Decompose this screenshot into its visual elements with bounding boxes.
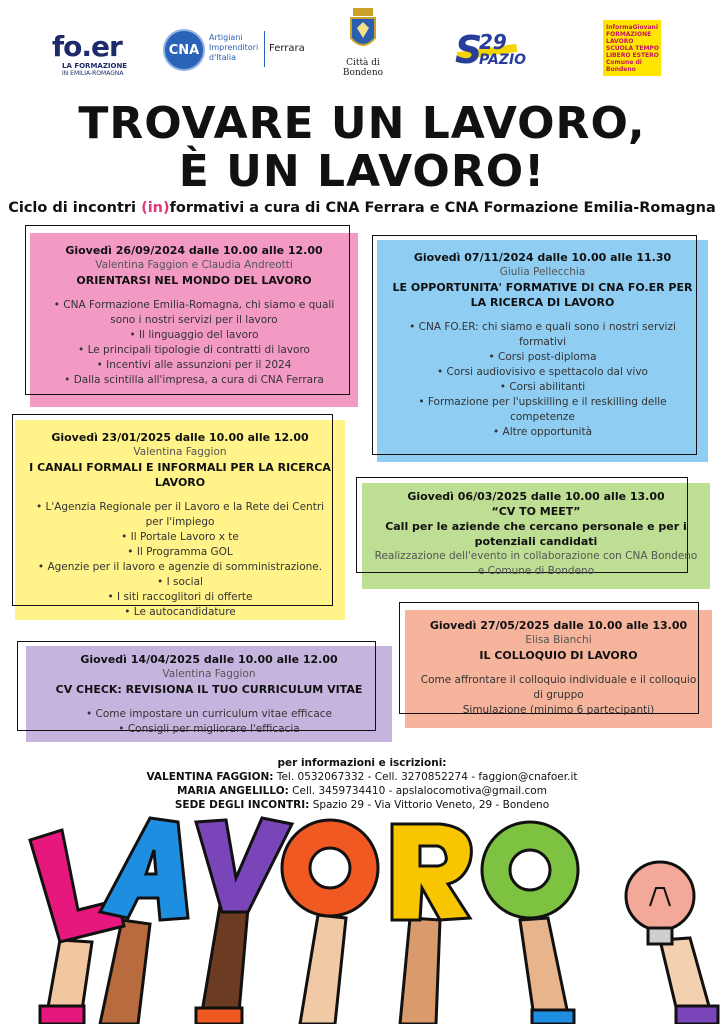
event-topic: • Il Portale Lavoro x te <box>27 530 333 545</box>
cna-logo-divider <box>264 31 265 67</box>
event-topics <box>27 500 333 620</box>
letter-a <box>100 818 188 920</box>
foer-logo-mark: fo.er <box>52 30 122 63</box>
arm <box>100 920 150 1024</box>
spazio-logo-s: S <box>455 28 483 72</box>
contact-label: VALENTINA FAGGION: <box>146 771 274 783</box>
event-topic: • Consigli per migliorare l'efficacia <box>38 722 380 737</box>
contact-details: Cell. 3459734410 - apslalocomotiva@gmail.com <box>288 785 547 797</box>
event-topic: • Incentivi alle assunzioni per il 2024 <box>42 358 346 373</box>
event-topic: • Corsi audiovisivo e spettacolo dal vivo <box>389 365 696 380</box>
sleeve <box>196 1008 242 1024</box>
subtitle-pre: Ciclo di incontri <box>8 200 142 216</box>
letter-l <box>30 830 124 942</box>
subtitle-post: formativi a cura di CNA Ferrara e CNA Formazione Emilia-Romagna <box>169 200 716 216</box>
event-topic: • Come impostare un curriculum vitae efficace <box>38 707 380 722</box>
cna-logo-line2: Imprenditori <box>209 43 259 52</box>
cna-logo-text <box>209 33 258 63</box>
event-speakers: Valentina Faggion <box>162 668 256 680</box>
event-description: Realizzazione dell'evento in collaborazione con CNA Bondeno e Comune di Bondeno <box>374 550 698 577</box>
event-topic: • Dalla scintilla all'impresa, a cura di CNA Ferrara <box>42 373 346 388</box>
spazio-29-logo <box>455 28 539 74</box>
cna-foer-logo <box>52 30 132 76</box>
arm <box>520 918 570 1024</box>
informagiovani-logo-text: InformaGiovani FORMAZIONE LAVORO SCUOLA TEMPO LIBERO ESTERO Comune di Bondeno <box>606 24 659 73</box>
subtitle <box>0 200 724 216</box>
event-topics <box>38 707 380 737</box>
event-topic: • Formazione per l'upskilling e il reskilling delle competenze <box>389 395 696 425</box>
event-topic: • Il Programma GOL <box>27 545 333 560</box>
event-topic: • Le autocandidature <box>27 605 333 620</box>
event-topic: • Agenzie per il lavoro e agenzie di somministrazione. <box>27 560 333 575</box>
event-title: I CANALI FORMALI E INFORMALI PER LA RICERCA LAVORO <box>29 461 331 489</box>
event-subtitle: Call per le aziende che cercano personale e per i potenziali candidati <box>385 520 687 548</box>
cna-logo-city: Ferrara <box>269 43 305 54</box>
arm <box>400 918 440 1024</box>
spazio-logo-word: PAZIO <box>479 52 527 68</box>
foer-logo-line2: IN EMILIA-ROMAGNA <box>62 70 124 77</box>
event-topic: • CNA Formazione Emilia-Romagna, chi siamo e quali sono i nostri servizi per il lavoro <box>42 298 346 328</box>
contact-label: SEDE DEGLI INCONTRI: <box>174 799 310 811</box>
event-topic: • Le principali tipologie di contratti di lavoro <box>42 343 346 358</box>
event-date: Giovedì 26/09/2024 dalle 10.00 alle 12.00 <box>65 244 323 257</box>
event-date: Giovedì 27/05/2025 dalle 10.00 alle 13.00 <box>429 619 688 632</box>
lightbulb-icon <box>626 862 694 930</box>
main-title-line1: TROVARE UN LAVORO, <box>78 98 646 149</box>
event-date: Giovedì 23/01/2025 dalle 10.00 alle 12.00 <box>51 431 309 444</box>
event-description-2: Simulazione (minimo 6 partecipanti) <box>462 704 655 716</box>
cna-ferrara-logo <box>163 29 308 71</box>
event-title: CV CHECK: REVISIONA IL TUO CURRICULUM VITAE <box>55 683 363 696</box>
sleeve <box>532 1010 574 1024</box>
event-description: Come affrontare il colloquio individuale e il colloquio di gruppo <box>420 674 697 701</box>
event-topic: • Il linguaggio del lavoro <box>42 328 346 343</box>
arm <box>200 905 248 1024</box>
event-card-colloquio <box>405 610 712 728</box>
arm <box>300 915 346 1024</box>
foer-logo-line1: LA FORMAZIONE <box>62 62 128 70</box>
event-card-cv-to-meet <box>362 483 710 589</box>
lavoro-hands-illustration <box>0 800 724 1024</box>
cna-logo-mark: CNA <box>163 29 205 71</box>
event-title: “CV TO MEET” <box>491 505 581 518</box>
cna-logo-line3: d'Italia <box>209 53 237 62</box>
event-title: ORIENTARSI NEL MONDO DEL LAVORO <box>76 274 312 287</box>
contact-valentina <box>0 770 724 784</box>
cna-logo-line1: Artigiani <box>209 33 243 42</box>
event-card-cv-check <box>26 646 392 742</box>
event-topic: • I social <box>27 575 333 590</box>
event-card-orientarsi <box>30 233 358 407</box>
event-topics <box>42 298 346 388</box>
contact-details: Spazio 29 - Via Vittorio Veneto, 29 - Bondeno <box>309 799 550 811</box>
sleeve <box>676 1006 718 1024</box>
bondeno-logo-line2: Bondeno <box>342 68 384 78</box>
event-speakers: Elisa Bianchi <box>525 634 592 646</box>
citta-di-bondeno-logo <box>340 8 386 94</box>
event-topic: • L'Agenzia Regionale per il Lavoro e la Rete dei Centri per l'impiego <box>27 500 333 530</box>
contact-heading: per informazioni e iscrizioni: <box>277 757 447 769</box>
event-card-canali-formali <box>15 420 345 620</box>
coat-of-arms-icon <box>347 8 379 54</box>
event-card-opportunita-formative <box>377 240 708 462</box>
contact-maria <box>0 784 724 798</box>
event-topic: • Corsi abilitanti <box>389 380 696 395</box>
event-speakers: Valentina Faggion <box>133 446 227 458</box>
event-date: Giovedì 07/11/2024 dalle 10.00 alle 11.30 <box>413 251 672 264</box>
event-speakers: Giulia Pellecchia <box>499 266 586 278</box>
spazio-logo-number: 29 <box>479 30 507 54</box>
bondeno-logo-line1: Città di <box>346 58 380 68</box>
event-date: Giovedì 14/04/2025 dalle 10.00 alle 12.00 <box>80 653 338 666</box>
sleeve <box>40 1006 84 1024</box>
contact-label: MARIA ANGELILLO: <box>177 785 289 797</box>
event-topic: • CNA FO.ER: chi siamo e quali sono i nostri servizi formativi <box>389 320 696 350</box>
subtitle-highlight: (in) <box>141 200 170 216</box>
event-title: IL COLLOQUIO DI LAVORO <box>479 649 638 662</box>
main-title-line2: È UN LAVORO! <box>178 146 546 197</box>
event-speakers: Valentina Faggion e Claudia Andreotti <box>95 259 293 271</box>
letter-r <box>392 824 471 920</box>
letter-v <box>196 818 292 912</box>
event-topics <box>389 320 696 440</box>
event-title: LE OPPORTUNITA' FORMATIVE DI CNA FO.ER PER LA RICERCA DI LAVORO <box>392 281 693 309</box>
event-topic: • Altre opportunità <box>389 425 696 440</box>
event-topic: • Corsi post-diploma <box>389 350 696 365</box>
event-date: Giovedì 06/03/2025 dalle 10.00 alle 13.00 <box>407 490 665 503</box>
informagiovani-logo <box>603 20 661 76</box>
event-topic: • I siti raccoglitori di offerte <box>27 590 333 605</box>
contact-details: Tel. 0532067332 - Cell. 3270852274 - faggion@cnafoer.it <box>273 771 578 783</box>
